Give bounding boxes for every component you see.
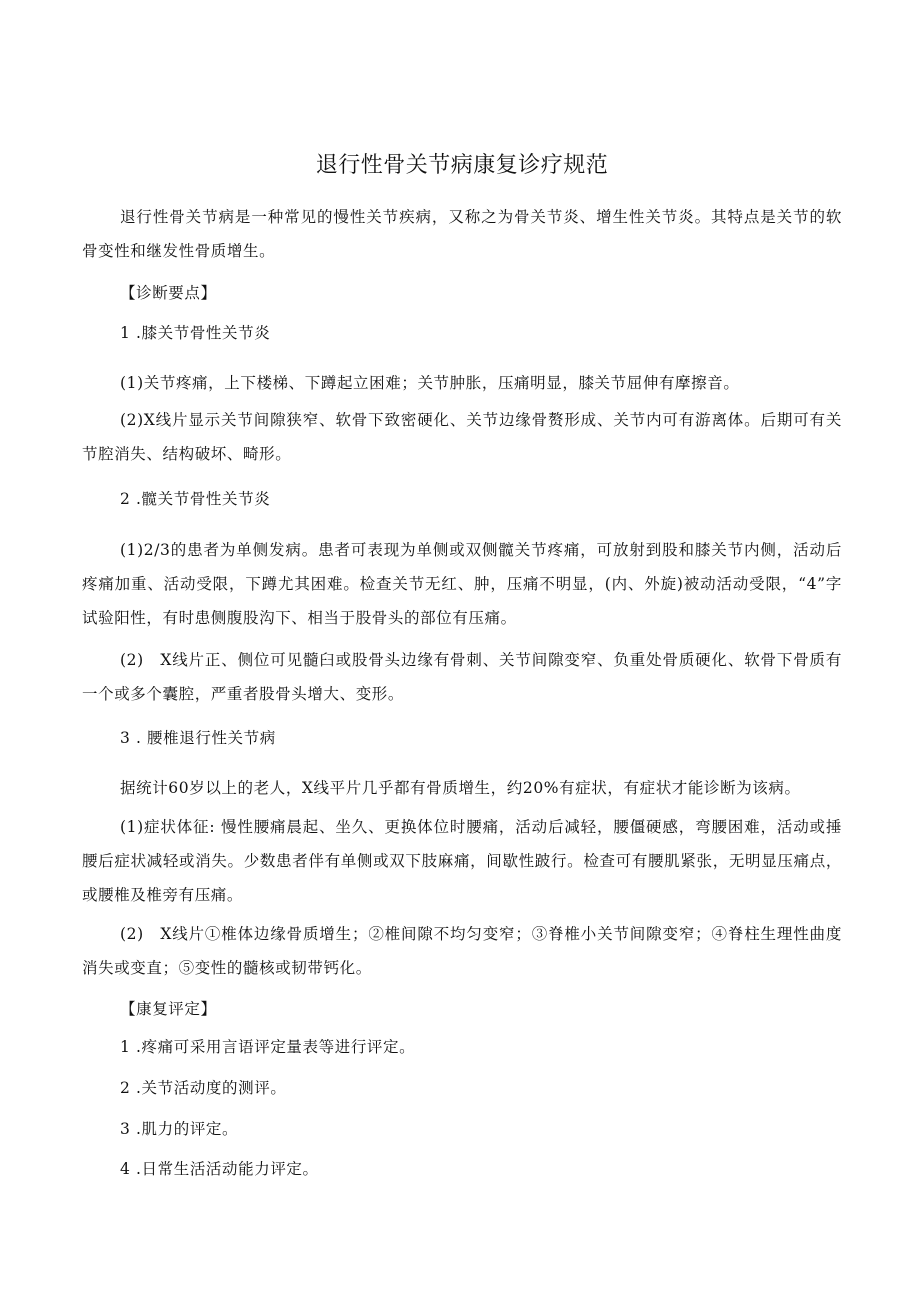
assessment-item: 1 .疼痛可采用言语评定量表等进行评定。 <box>120 1038 416 1056</box>
assessment-heading: 【康复评定】 <box>120 1000 217 1018</box>
document-title: 退行性骨关节病康复诊疗规范 <box>315 153 609 178</box>
lumbar-heading: 3 . 腰椎退行性关节病 <box>120 729 276 747</box>
lumbar-intro: 据统计60岁以上的老人，X线平片几乎都有骨质增生，约20%有症状，有症状才能诊断为该病。 <box>120 779 801 797</box>
hip-paragraph-2: (2) X线片正、侧位可见髓臼或股骨头边缘有骨刺、关节间隙变窄、负重处骨质硬化、软骨下骨质有一个或多个囊腔，严重者股骨头增大、变形。 <box>82 651 842 703</box>
knee-heading: 1 .膝关节骨性关节炎 <box>120 324 271 342</box>
lumbar-paragraph-2: (2) X线片①椎体边缘骨质增生；②椎间隙不均匀变窄；③脊椎小关节间隙变窄；④脊柱生理性曲度消失或变直；⑤变性的髓核或韧带钙化。 <box>82 925 842 977</box>
knee-paragraph-2: (2)X线片显示关节间隙狭窄、软骨下致密硬化、关节边缘骨赘形成、关节内可有游离体。后期可有关节腔消失、结构破坏、畸形。 <box>82 411 842 463</box>
lumbar-paragraph-1: (1)症状体征: 慢性腰痛晨起、坐久、更换体位时腰痛，活动后减轻，腰僵硬感，弯腰困难，活动或捶腰后症状减轻或消失。少数患者伴有单侧或双下肢麻痛，间歇性跛行。检查可有腰肌紧张，无明显压痛点，或腰椎及椎旁有压痛。 <box>82 818 842 904</box>
hip-paragraph-1: (1)2/3的患者为单侧发病。患者可表现为单侧或双侧髋关节疼痛，可放射到股和膝关节内侧，活动后疼痛加重、活动受限，下蹲尤其困难。检查关节无红、肿，压痛不明显，(内、外旋)被动活动受限，“4”字试验阳性，有时患侧腹股沟下、相当于股骨头的部位有压痛。 <box>82 541 842 627</box>
document-page <box>82 0 842 1301</box>
knee-paragraph-1: (1)关节疼痛，上下楼梯、下蹲起立困难；关节肿胀，压痛明显，膝关节屈伸有摩擦音。 <box>120 374 740 392</box>
intro-paragraph: 退行性骨关节病是一种常见的慢性关节疾病，又称之为骨关节炎、增生性关节炎。其特点是关节的软骨变性和继发性骨质增生。 <box>82 208 842 260</box>
hip-heading: 2 .髋关节骨性关节炎 <box>120 490 271 508</box>
assessment-item: 3 .肌力的评定。 <box>120 1120 239 1138</box>
assessment-item: 2 .关节活动度的测评。 <box>120 1079 287 1097</box>
diagnosis-heading: 【诊断要点】 <box>120 284 217 302</box>
assessment-item: 4 .日常生活活动能力评定。 <box>120 1160 319 1178</box>
